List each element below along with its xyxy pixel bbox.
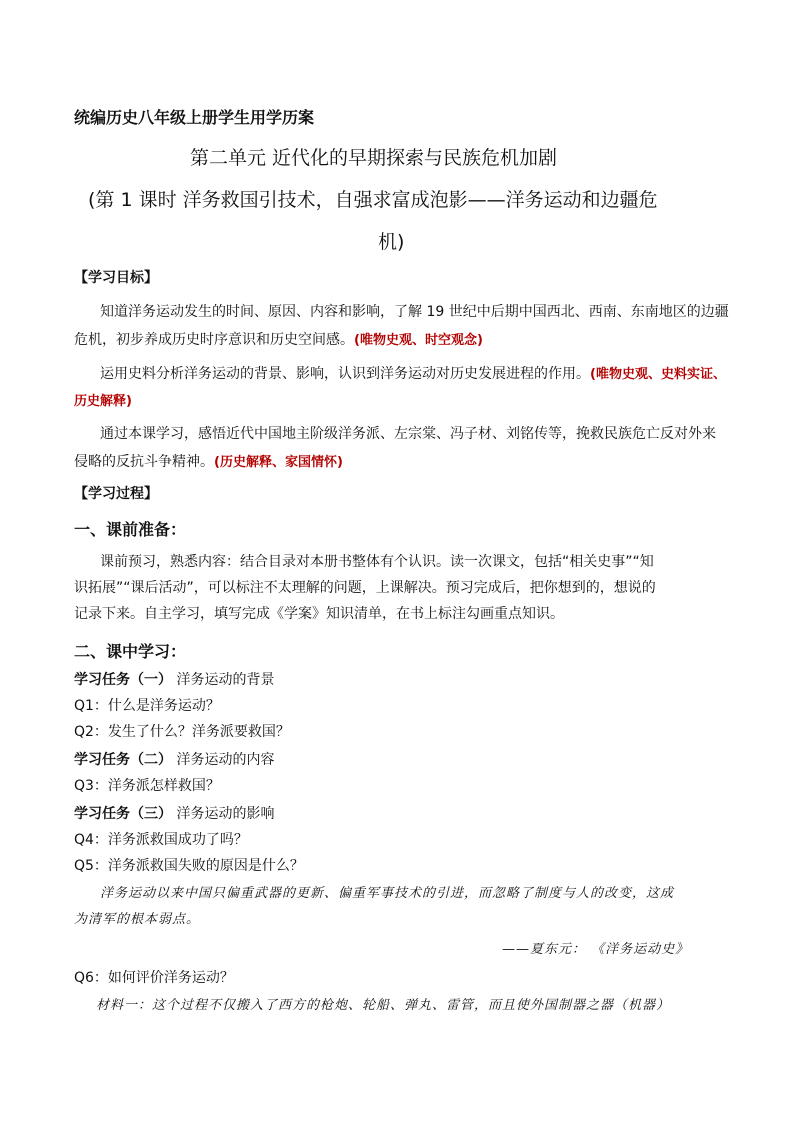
- lesson-title-line-1: (第 1 课时 洋务救国引技术，自强求富成泡影——洋务运动和边疆危: [88, 189, 658, 211]
- quote-line-2: 为清军的根本弱点。: [74, 912, 201, 927]
- task-2-text: 洋务运动的内容: [176, 752, 275, 768]
- goal-2-text: 运用史料分析洋务运动的背景、影响，认识到洋务运动对历史发展进程的作用。: [100, 366, 590, 382]
- goal-3-line-2: [74, 452, 343, 473]
- goal-1-tag: (唯物史观、时空观念): [354, 333, 483, 348]
- task-3: [74, 804, 274, 824]
- question-q1: Q1：什么是洋务运动？: [74, 698, 220, 714]
- document-title: 统编历史八年级上册学生用学历案: [74, 108, 315, 127]
- lesson-title-line-2: 机): [378, 231, 405, 253]
- question-q3: Q3：洋务派怎样救国？: [74, 778, 220, 794]
- process-heading: 【学习过程】: [74, 486, 158, 502]
- goal-2-line-1: [100, 364, 726, 385]
- goal-3-tag: (历史解释、家国情怀): [214, 455, 343, 470]
- goals-heading: 【学习目标】: [74, 270, 158, 286]
- section-1-heading: 一、课前准备：: [74, 520, 187, 539]
- goal-3-text: 侵略的反抗斗争精神。: [74, 454, 214, 470]
- question-q2: Q2：发生了什么？洋务派要救国？: [74, 724, 290, 740]
- material-1: 材料一：这个过程不仅搬入了西方的枪炮、轮船、弹丸、雷管，而且使外国制器之器（机器）: [96, 998, 671, 1013]
- section-1-line-2: 识拓展”“课后活动”，可以标注不太理解的问题，上课解决。预习完成后，把你想到的，想说的: [74, 580, 656, 596]
- task-2-label: 学习任务（二）: [74, 752, 172, 768]
- task-1-text: 洋务运动的背景: [176, 672, 275, 688]
- unit-title: 第二单元 近代化的早期探索与民族危机加剧: [190, 147, 558, 169]
- goal-1-line-1: 知道洋务运动发生的时间、原因、内容和影响，了解 19 世纪中后期中国西北、西南、东南地区的边疆: [100, 304, 729, 320]
- task-2: [74, 750, 274, 770]
- task-1-label: 学习任务（一）: [74, 672, 172, 688]
- goal-1-text: 危机，初步养成历史时序意识和历史空间感。: [74, 332, 354, 348]
- task-3-label: 学习任务（三）: [74, 806, 172, 822]
- quote-source: ——夏东元： 《洋务运动史》: [502, 942, 690, 957]
- section-2-heading: 二、课中学习：: [74, 642, 187, 661]
- question-q6: Q6：如何评价洋务运动？: [74, 970, 234, 986]
- goal-2-tag: (唯物史观、史料实证、: [590, 367, 726, 382]
- goal-2-tag-line-2: 历史解释): [74, 394, 132, 409]
- task-3-text: 洋务运动的影响: [176, 806, 275, 822]
- question-q5: Q5：洋务派救国失败的原因是什么？: [74, 858, 304, 874]
- goal-1-line-2: [74, 330, 483, 351]
- task-1: [74, 670, 274, 690]
- section-1-line-1: 课前预习，熟悉内容：结合目录对本册书整体有个认识。读一次课文，包括“相关史事”“知: [100, 554, 654, 570]
- goal-3-line-1: 通过本课学习，感悟近代中国地主阶级洋务派、左宗棠、冯子材、刘铭传等，挽救民族危亡反对外来: [100, 426, 716, 442]
- section-1-line-3: 记录下来。自主学习，填写完成《学案》知识清单，在书上标注勾画重点知识。: [74, 606, 564, 622]
- question-q4: Q4：洋务派救国成功了吗？: [74, 832, 248, 848]
- quote-line-1: 洋务运动以来中国只偏重武器的更新、偏重军事技术的引进，而忽略了制度与人的改变，这成: [100, 886, 675, 901]
